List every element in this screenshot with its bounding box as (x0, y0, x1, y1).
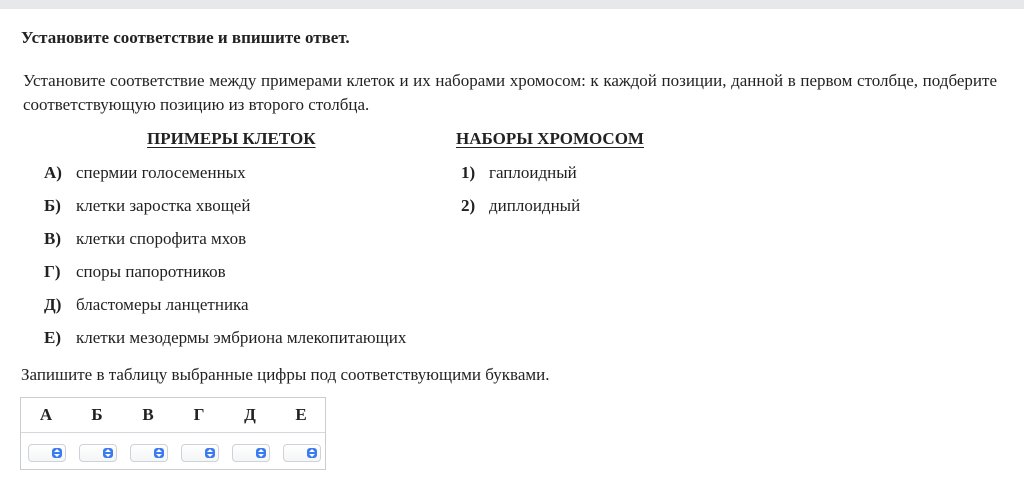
item-key: В) (44, 229, 61, 248)
item-text: клетки спорофита мхов (76, 229, 247, 248)
item-text: спермии голосеменных (76, 163, 246, 182)
item-key: Г) (44, 262, 61, 281)
column-letter-e: Е (295, 405, 307, 424)
answer-instruction: Запишите в таблицу выбранные цифры под соответствующими буквами. (21, 365, 550, 384)
answer-select-e[interactable] (283, 444, 321, 462)
select-arrows-icon (52, 448, 62, 458)
answer-select-b[interactable] (79, 444, 117, 462)
task-heading: Установите соответствие и впишите ответ. (21, 28, 350, 47)
item-text: споры папоротников (76, 262, 226, 281)
select-arrows-icon (103, 448, 113, 458)
answer-select-g[interactable] (181, 444, 219, 462)
column-header-chromosome-sets: НАБОРЫ ХРОМОСОМ (456, 129, 644, 148)
item-text: гаплоидный (489, 163, 577, 182)
column-letter-a: А (39, 405, 53, 424)
column-letter-v: В (142, 405, 154, 424)
item-key: А) (44, 163, 62, 182)
item-key: 1) (461, 163, 476, 182)
item-text: бластомеры ланцетника (76, 295, 249, 314)
select-arrows-icon (154, 448, 164, 458)
column-header-cells: ПРИМЕРЫ КЛЕТОК (147, 129, 316, 148)
task-description: Установите соответствие между примерами клеток и их наборами хромосом: к каждой позиции, данной в первом столбце, подберите соответствующую позицию из второго столбца. (23, 71, 997, 114)
answer-table (20, 397, 326, 470)
item-key: Е) (44, 328, 61, 347)
item-key: Б) (44, 196, 61, 215)
column-letter-b: Б (91, 405, 103, 424)
top-bar (0, 0, 1024, 9)
answer-select-v[interactable] (130, 444, 168, 462)
select-arrows-icon (307, 448, 317, 458)
item-text: клетки мезодермы эмбриона млекопитающих (76, 328, 407, 347)
answer-select-d[interactable] (232, 444, 270, 462)
item-key: 2) (461, 196, 476, 215)
answer-select-a[interactable] (28, 444, 66, 462)
column-letter-d: Д (244, 405, 256, 424)
column-letter-g: Г (193, 405, 205, 424)
item-text: диплоидный (489, 196, 581, 215)
select-arrows-icon (256, 448, 266, 458)
item-key: Д) (44, 295, 62, 314)
item-text: клетки заростка хвощей (76, 196, 251, 215)
select-arrows-icon (205, 448, 215, 458)
table-divider (21, 432, 325, 433)
